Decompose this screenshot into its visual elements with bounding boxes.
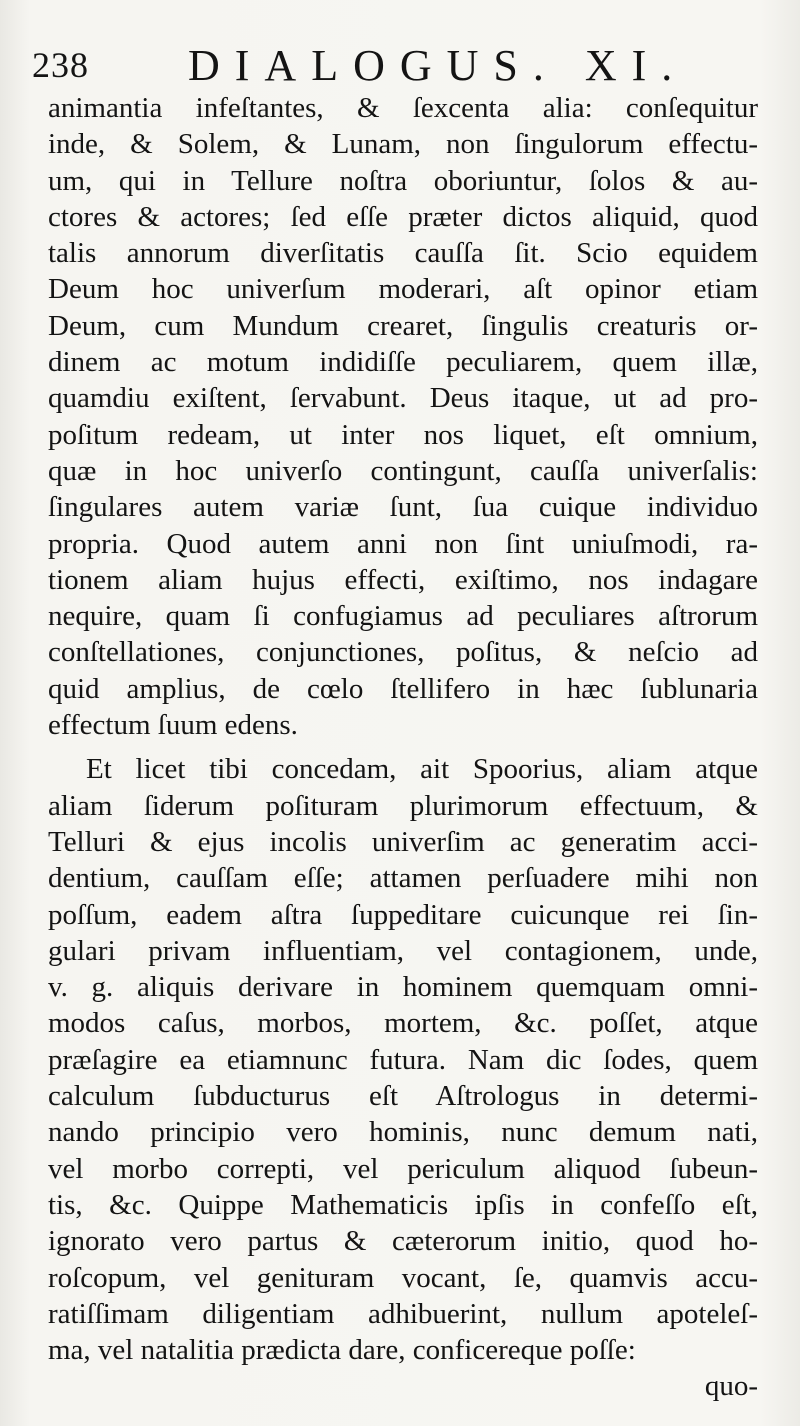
text-line: dinem ac motum indidiſſe peculiarem, quem illæ,	[48, 346, 758, 379]
text-line: quæ in hoc univerſo contingunt, cauſſa univerſalis:	[48, 454, 758, 487]
text-line: Deum hoc univerſum moderari, aſt opinor etiam	[48, 273, 758, 306]
text-line: quid amplius, de cœlo ſtellifero in hæc ſublunaria	[48, 672, 758, 705]
text-line: ſingulares autem variæ ſunt, ſua cuique individuo	[48, 491, 758, 524]
text-line: talis annorum diverſitatis cauſſa ſit. Scio equidem	[48, 237, 758, 270]
text-line: poſſum, eadem aſtra ſuppeditare cuicunque rei ſin-	[48, 898, 758, 931]
text-line: inde, & Solem, & Lunam, non ſingulorum effectu-	[48, 128, 758, 161]
text-line: modos caſus, morbos, mortem, &c. poſſet, atque	[48, 1007, 758, 1040]
text-line: conſtellationes, conjunctiones, poſitus, & neſcio ad	[48, 636, 758, 669]
text-line: roſcopum, vel genituram vocant, ſe, quamvis accu-	[48, 1261, 758, 1294]
text-line: nequire, quam ſi confugiamus ad peculiares aſtrorum	[48, 600, 758, 633]
text-line: ratiſſimam diligentiam adhibuerint, nullum apoteleſ-	[48, 1297, 758, 1330]
text-line: aliam ſiderum poſituram plurimorum effectuum, &	[48, 789, 758, 822]
text-line: v. g. aliquis derivare in hominem quemquam omni-	[48, 971, 758, 1004]
catchword: quo-	[704, 1370, 758, 1403]
running-title: DIALOGUS. XI.	[188, 41, 688, 90]
text-line: vel morbo correpti, vel periculum aliquod ſubeun-	[48, 1152, 758, 1185]
text-line: effectum ſuum edens.	[48, 709, 298, 742]
text-line: dentium, cauſſam eſſe; attamen perſuadere mihi non	[48, 862, 758, 895]
text-line: gulari privam influentiam, vel contagionem, unde,	[48, 934, 758, 967]
text-line: propria. Quod autem anni non ſint uniuſmodi, ra-	[48, 527, 758, 560]
main-text	[48, 90, 758, 1405]
paragraph-1	[48, 90, 758, 743]
text-line: præſagire ea etiamnunc futura. Nam dic ſodes, quem	[48, 1043, 758, 1076]
text-line: ma, vel natalitia prædicta dare, conficereque poſſe:	[48, 1334, 636, 1367]
text-line: ctores & actores; ſed eſſe præter dictos aliquid, quod	[48, 200, 758, 233]
text-line: poſitum redeam, ut inter nos liquet, eſt omnium,	[48, 418, 758, 451]
page-number: 238	[32, 45, 89, 85]
text-line: um, qui in Tellure noſtra oboriuntur, ſolos & au-	[48, 164, 758, 197]
text-line: Telluri & ejus incolis univerſim ac generatim acci-	[48, 825, 758, 858]
text-line: tis, &c. Quippe Mathematicis ipſis in confeſſo eſt,	[48, 1188, 758, 1221]
text-line: nando principio vero hominis, nunc demum nati,	[48, 1116, 758, 1149]
text-line: animantia infeſtantes, & ſexcenta alia: conſequitur	[48, 92, 758, 124]
text-line: Et licet tibi concedam, ait Spoorius, aliam atque	[86, 753, 758, 786]
paragraph-2	[48, 751, 758, 1368]
text-line: tionem aliam hujus effecti, exiſtimo, nos indagare	[48, 563, 758, 596]
text-line: calculum ſubducturus eſt Aſtrologus in determi-	[48, 1080, 758, 1113]
text-line: ignorato vero partus & cæterorum initio, quod ho-	[48, 1225, 758, 1258]
text-line: quamdiu exiſtent, ſervabunt. Deus itaque, ut ad pro-	[48, 382, 758, 415]
text-line: Deum, cum Mundum crearet, ſingulis creaturis or-	[48, 309, 758, 342]
page-header	[32, 40, 772, 88]
